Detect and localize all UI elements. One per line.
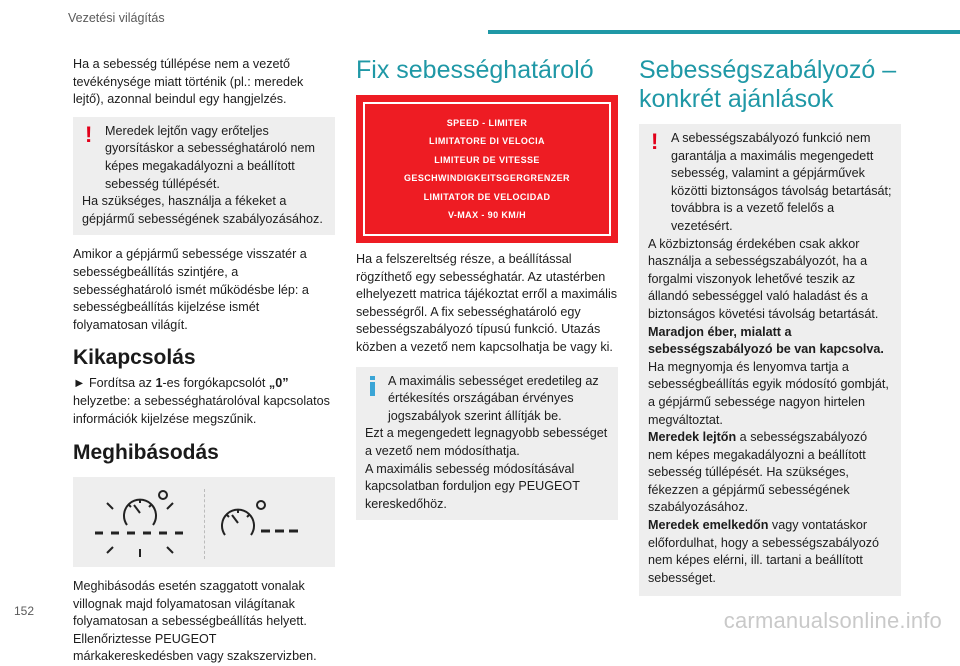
off-text-pre: Fordítsa az	[88, 376, 156, 391]
info-text-2: Ezt a megengedett legnagyobb sebességet a vezető nem módosíthatja.	[365, 426, 608, 458]
fault-divider	[204, 489, 205, 559]
sticker-line: GESCHWINDIGKEITSGERGRENZER	[404, 173, 570, 183]
sticker-line: SPEED - LIMITER	[446, 117, 528, 128]
cruise-p6-rest: vagy vontatáskor előfordulhat, hogy a sebességszabályozó nem képes elérni, ill. tartani a beállított sebességet.	[648, 518, 880, 585]
sticker-line: LIMITATOR DE VELOCIDAD	[423, 191, 551, 202]
cruise-p5-bold: Meredek lejtőn	[648, 430, 737, 445]
arrow-icon: ►	[73, 376, 86, 391]
cruise-warning-note	[639, 124, 901, 596]
cruise-p6-bold: Meredek emelkedőn	[648, 518, 769, 533]
column-3	[639, 56, 901, 596]
info-text-3: A maximális sebesség módosításával kapcsolatban forduljon egy PEUGEOT kereskedőhöz.	[365, 461, 580, 511]
column-2	[356, 56, 618, 520]
fault-heading: Meghibásodás	[73, 441, 219, 465]
cruise-p5	[648, 429, 893, 517]
off-heading: Kikapcsolás	[73, 346, 196, 370]
info-text-1: A maximális sebességet eredetileg az értékesítés országában érvényes jogszabályok szerint állítják be.	[388, 373, 599, 423]
watermark: carmanualsonline.info	[723, 608, 942, 633]
cruise-p6	[648, 517, 893, 587]
warning-text-1: Meredek lejtőn vagy erőteljes gyorsításkor a sebességhatároló nem képes megakadályozni a beállított sebesség túllépését.	[105, 123, 316, 191]
warning-note	[73, 117, 335, 236]
sticker-line: V-MAX - 90 KM/H	[447, 210, 526, 220]
sticker-line: LIMITATORE DI VELOCIA	[429, 136, 545, 146]
cruise-p2: A közbiztonság érdekében csak akkor használja a sebességszabályozót, ha a forgalmi viszonyok lehetővé teszik az állandó sebességgel való haladást és a biztonságos követési távolság betartását.	[648, 236, 879, 321]
speedometer-limiter-icon	[79, 483, 199, 563]
off-text-post: helyzetbe: a sebességhatárolóval kapcsolatos információk kijelzése megszűnik.	[73, 393, 330, 426]
warning-icon: !	[651, 129, 659, 154]
cruise-p3: Maradjon éber, mialatt a sebességszabályozó be van kapcsolva.	[648, 324, 884, 357]
speedometer-limiter-icon	[213, 483, 333, 563]
cruise-p4: Ha megnyomja és lenyomva tartja a sebességbeállítás egyik módosító gombját, a gépjármű sebessége nagyon hirtelen megváltoztat.	[648, 359, 889, 427]
sticker-line: LIMITEUR DE VITESSE	[434, 154, 540, 165]
cruise-p1: A sebességszabályozó funkció nem garantálja a maximális megengedett sebesség, valamint a gépjárművek közötti biztonságos távolság betartását; továbbra is a vezető felelős a vezetésért.	[671, 131, 892, 233]
fault-text: Meghibásodás esetén szaggatott vonalak villognak majd folyamatosan világítanak folyamatosan a sebességbeállítás helyett. Ellenőriztesse PEUGEOT márkakereskedésben vagy szakszervizben.	[73, 579, 317, 664]
info-icon	[366, 376, 378, 396]
fixed-limiter-text: Ha a felszereltség része, a beállítással rögzíthető egy sebességhatár. Az utastérben elhelyezett matrica tájékoztat erről a maximális sebességről. A fix sebességhatároló egy sebességszabályozó típusú funkció. Utazás közben a vezető nem kapcsolhatja be vagy ki.	[356, 252, 618, 354]
page-header-title: Vezetési világítás	[68, 11, 165, 25]
off-text-num: 1	[155, 376, 163, 391]
sticker-frame	[363, 102, 611, 236]
fault-illustration	[73, 477, 335, 567]
cruise-control-heading: Sebességszabályozó – konkrét ajánlások	[639, 56, 897, 113]
intro-text: Ha a sebesség túllépése nem a vezető tevékénysége miatt történik (pl.: meredek lejtő), azonnal beindul egy hangjelzés.	[73, 57, 304, 107]
return-text: Amikor a gépjármű sebessége visszatér a sebességbeállítás szintjére, a sebességhatároló ismét működésbe lép: a sebességbeállítás kijelzése ismét folyamatosan világít.	[73, 247, 309, 332]
off-text	[73, 375, 335, 428]
warning-text-2: Ha szükséges, használja a fékeket a gépjármű sebességének szabályozásához.	[82, 194, 323, 226]
off-text-mid: -es forgókapcsolót	[162, 376, 269, 391]
page-number: 152	[14, 604, 35, 618]
warning-icon: !	[85, 121, 93, 147]
cruise-p5-rest: a sebességszabályozó nem képes megakadályozni a beállított sebesség túllépését. Ha szükséges, fékezzen a gépjármű sebességének szabályozásához.	[648, 430, 868, 515]
column-1	[73, 56, 335, 666]
header-accent-bar	[488, 30, 960, 34]
speed-limiter-sticker	[356, 95, 618, 243]
info-note	[356, 367, 618, 521]
fixed-limiter-heading: Fix sebességhatároló	[356, 56, 594, 84]
off-text-pos: „0”	[268, 376, 289, 391]
